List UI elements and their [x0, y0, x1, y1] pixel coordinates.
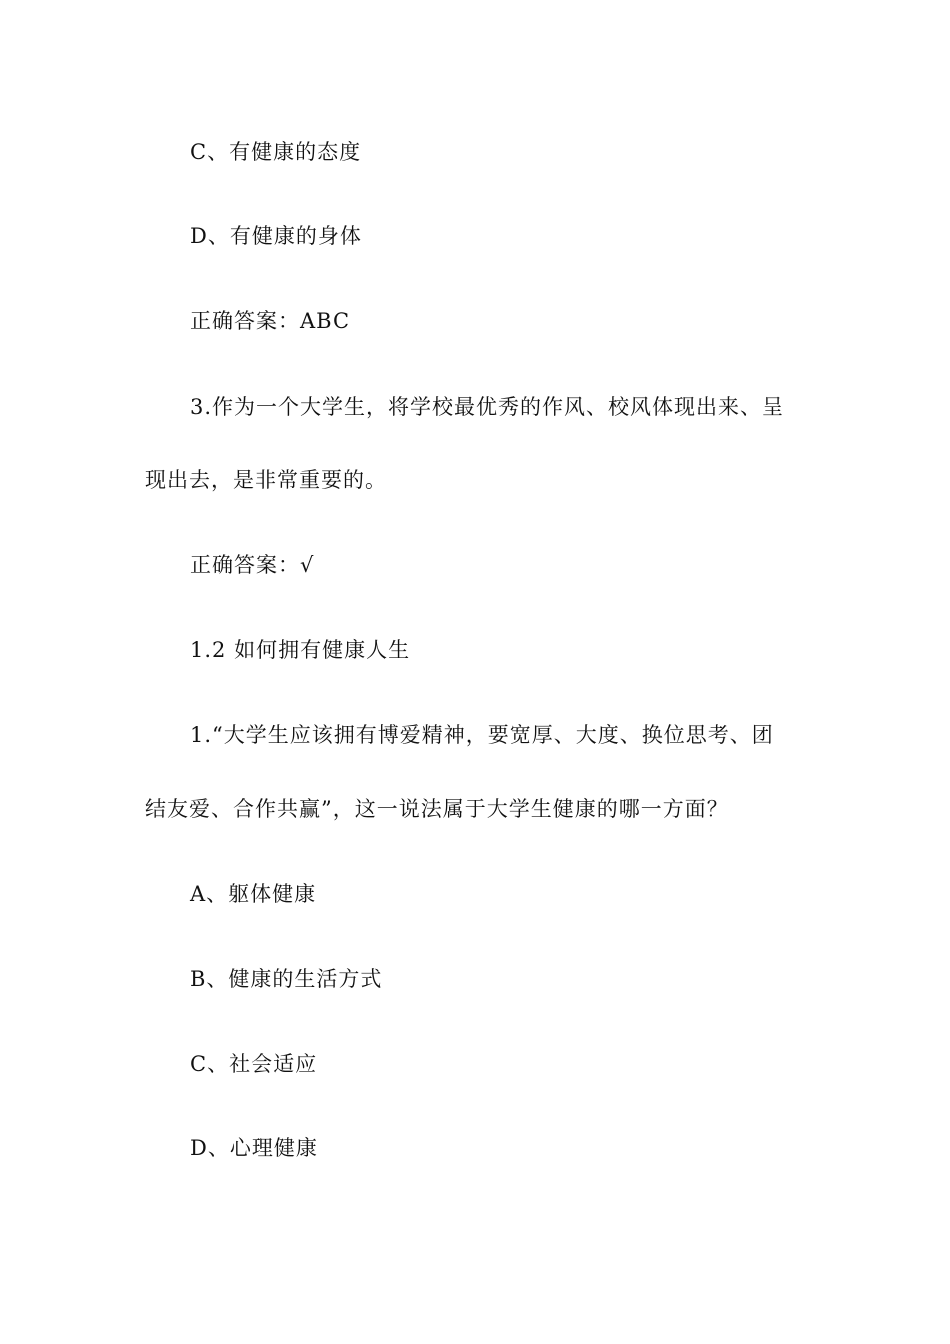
option-c: C、社会适应	[190, 1052, 318, 1076]
section-title: 1.2 如何拥有健康人生	[190, 638, 411, 662]
option-b: B、健康的生活方式	[190, 967, 383, 991]
question-1-line-2: 结友爱、合作共赢”，这一说法属于大学生健康的哪一方面？	[145, 797, 729, 821]
question-1-line-1: 1.“大学生应该拥有博爱精神，要宽厚、大度、换位思考、团	[190, 723, 774, 747]
answer-question-3: 正确答案：√	[190, 553, 315, 577]
option-c-previous: C、有健康的态度	[190, 140, 362, 164]
question-3-line-1: 3.作为一个大学生，将学校最优秀的作风、校风体现出来、呈	[190, 395, 785, 419]
option-a: A、躯体健康	[190, 882, 317, 906]
option-d-previous: D、有健康的身体	[190, 224, 362, 248]
answer-question-2: 正确答案：ABC	[190, 309, 351, 333]
option-d: D、心理健康	[190, 1136, 318, 1160]
question-3-line-2: 现出去，是非常重要的。	[145, 468, 387, 492]
